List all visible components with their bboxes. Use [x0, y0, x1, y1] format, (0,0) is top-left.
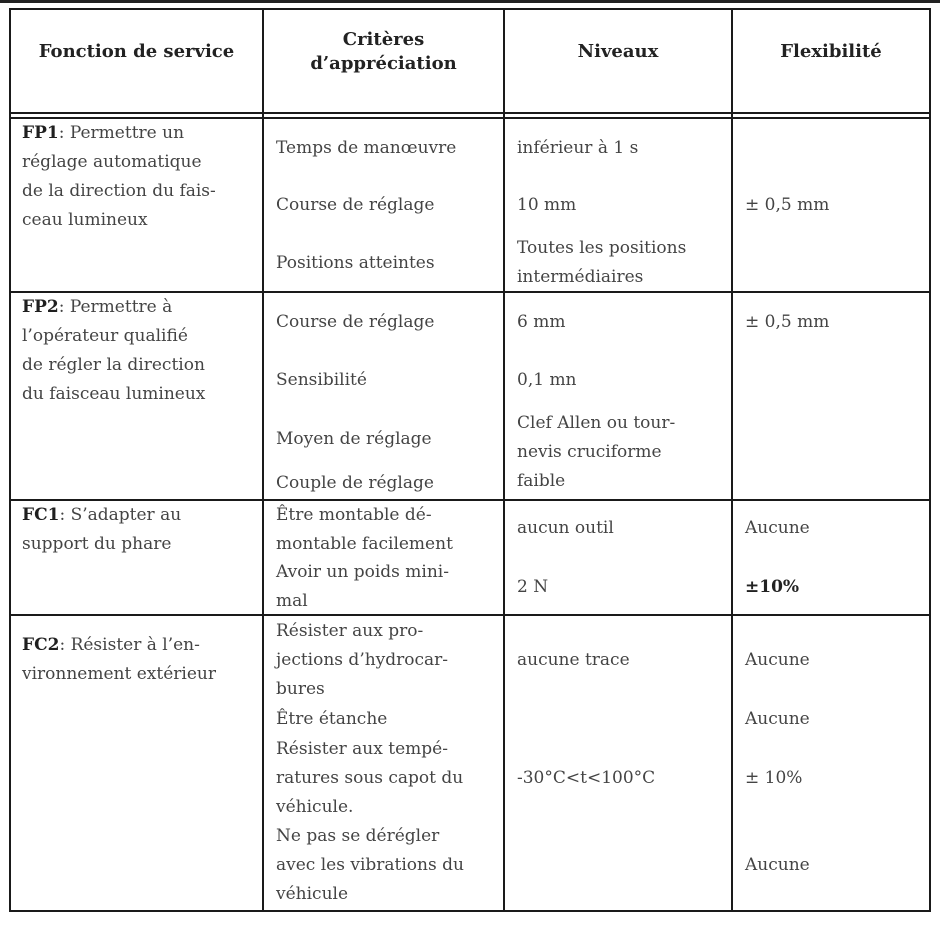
fc2-criterion-3b: ratures sous capot du: [276, 768, 464, 788]
fc1-flex-2: ±10%: [745, 577, 800, 597]
fc2-criterion-3c: véhicule.: [276, 797, 354, 817]
header-rule: [9, 112, 931, 114]
fc1-criterion-1: [276, 501, 453, 559]
fc2-criterion-1a: Résister aux pro-: [276, 621, 424, 641]
fp1-code: FP1: [22, 123, 59, 143]
fp1-level-3a: Toutes les positions: [517, 238, 687, 258]
fc1-code: FC1: [22, 505, 60, 525]
fp2-function-line: [22, 293, 249, 322]
column-divider: [262, 8, 264, 912]
fc1-level-2: 2 N: [517, 577, 549, 597]
column-divider: [503, 8, 505, 912]
fc2-criterion-4b: avec les vibrations du: [276, 855, 464, 875]
fp2-level-3: [517, 409, 675, 496]
fc2-criterion-1c: bures: [276, 679, 325, 699]
fc2-line1: : Résister à l’en-: [59, 635, 200, 655]
fc2-criterion-1b: jections d’hydrocar-: [276, 650, 449, 670]
fc1-criterion-1a: Être montable dé-: [276, 505, 432, 525]
fp1-level-2: 10 mm: [517, 195, 577, 215]
fp1-criterion-2: Course de réglage: [276, 195, 435, 215]
fp1-function: [22, 119, 249, 235]
fc1-level-1: aucun outil: [517, 518, 614, 538]
fp2-criterion-1: Course de réglage: [276, 312, 435, 332]
fc2-function: [22, 631, 249, 689]
fc1-flex-1: Aucune: [745, 518, 810, 538]
fp2-level-2: 0,1 mn: [517, 370, 577, 390]
row-divider: [9, 614, 931, 616]
fc2-flex-3: ± 10%: [745, 768, 803, 788]
fc2-criterion-4: [276, 822, 464, 909]
header-criteres-line1: Critères: [342, 29, 425, 50]
fc2-level-1: aucune trace: [517, 650, 630, 670]
fp1-line1: : Permettre un: [58, 123, 185, 143]
fp2-criterion-3: Moyen de réglage: [276, 429, 432, 449]
fc1-function-line: [22, 501, 249, 530]
fp1-line2: réglage automatique: [22, 152, 202, 172]
fp2-line1: : Permettre à: [58, 297, 173, 317]
fp2-line3: de régler la direction: [22, 355, 205, 375]
fc1-line2: support du phare: [22, 534, 172, 554]
fp1-criterion-1: Temps de manœuvre: [276, 138, 457, 158]
fc2-criterion-3: [276, 735, 463, 822]
fp2-criterion-4: Couple de réglage: [276, 473, 434, 493]
fc2-criterion-2: Être étanche: [276, 709, 388, 729]
fc1-function: [22, 501, 249, 559]
fc2-criterion-4a: Ne pas se dérégler: [276, 826, 440, 846]
fc2-level-3: -30°C<t<100°C: [517, 768, 656, 788]
fc2-flex-4: Aucune: [745, 855, 810, 875]
header-criteres-line2: d’appréciation: [310, 53, 457, 74]
column-divider: [731, 8, 733, 912]
fc1-criterion-2: [276, 558, 449, 616]
fc2-code: FC2: [22, 635, 60, 655]
header-niveaux: Niveaux: [577, 41, 659, 62]
fp1-line3: de la direction du fais-: [22, 181, 216, 201]
fp1-level-3b: intermédiaires: [517, 267, 644, 287]
fp2-code: FP2: [22, 297, 59, 317]
fc1-criterion-2a: Avoir un poids mini-: [276, 562, 449, 582]
header-flexibilite: Flexibilité: [780, 41, 882, 62]
fc2-criterion-1: [276, 617, 448, 704]
fp2-level-1: 6 mm: [517, 312, 566, 332]
fc1-line1: : S’adapter au: [59, 505, 182, 525]
fp1-level-3: [517, 234, 686, 292]
fp2-criterion-2: Sensibilité: [276, 370, 367, 390]
fc2-flex-1: Aucune: [745, 650, 810, 670]
fp2-line2: l’opérateur qualifié: [22, 326, 188, 346]
fc2-criterion-3a: Résister aux tempé-: [276, 739, 448, 759]
fp2-line4: du faisceau lumineux: [22, 384, 206, 404]
fp1-criterion-3: Positions atteintes: [276, 253, 435, 273]
fc1-criterion-2b: mal: [276, 591, 308, 611]
fp1-level-1: inférieur à 1 s: [517, 138, 639, 158]
top-rule: [0, 0, 940, 3]
fc2-criterion-4c: véhicule: [276, 884, 349, 904]
fc2-function-line: [22, 631, 249, 660]
fp1-flex-2: ± 0,5 mm: [745, 195, 830, 215]
fc2-line2: vironnement extérieur: [22, 664, 216, 684]
fp2-level-3a: Clef Allen ou tour-: [517, 413, 676, 433]
fp2-flex-1: ± 0,5 mm: [745, 312, 830, 332]
header-fonction-de-service: Fonction de service: [38, 41, 235, 62]
fp2-level-3b: nevis cruciforme: [517, 442, 662, 462]
fp2-function: [22, 293, 249, 409]
fp2-level-3c: faible: [517, 471, 566, 491]
fp1-line4: ceau lumineux: [22, 210, 148, 230]
fc1-criterion-1b: montable facilement: [276, 534, 453, 554]
header-criteres: [264, 28, 503, 76]
fp1-function-line: [22, 119, 249, 148]
fc2-flex-2: Aucune: [745, 709, 810, 729]
